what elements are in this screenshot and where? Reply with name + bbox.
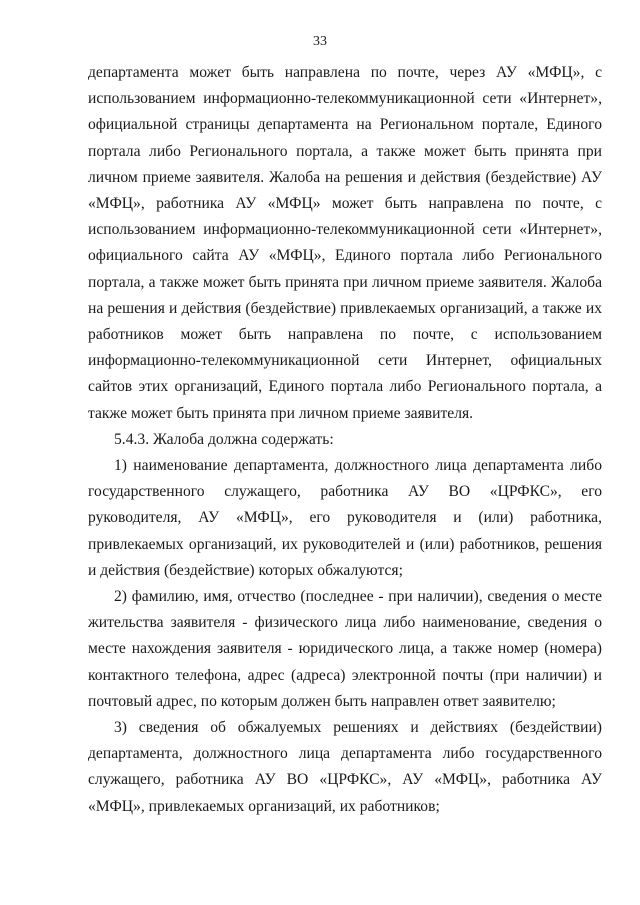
section-heading-5-4-3: 5.4.3. Жалоба должна содержать:: [114, 430, 334, 448]
page-number: 33: [313, 34, 327, 49]
list-item-1: 1) наименование департамента, должностного лица департамента либо государственного служащего, работника АУ ВО «ЦРФКС», его руководителя, АУ «МФЦ», его руководителя и (или) работника, привлекаемых организаций, их руководителей и (или) работников, решения и действия (бездействие) которых обжалуются;: [88, 457, 602, 579]
paragraph-continuation: департамента может быть направлена по почте, через АУ «МФЦ», с использованием информационно-телекоммуникационной сети «Интернет», официальной страницы департамента на Региональном портале, Единого портала либо Регионального портала, а также может быть принята при личном приеме заявителя. Жалоба на решения и действия (бездействие) АУ «МФЦ», работника АУ «МФЦ» может быть направлена по почте, с использованием информационно-телекоммуникационной сети «Интернет», официального сайта АУ «МФЦ», Единого портала либо Регионального портала, а также может быть принята при личном приеме заявителя. Жалоба на решения и действия (бездействие) привлекаемых организаций, а также их работников может быть направлена по почте, с использованием информационно-телекоммуникационной сети Интернет, официальных сайтов этих организаций, Единого портала либо Регионального портала, а также может быть принята при личном приеме заявителя.: [88, 64, 602, 422]
list-item-3: 3) сведения об обжалуемых решениях и действиях (бездействии) департамента, должностного лица департамента либо государственного служащего, работника АУ ВО «ЦРФКС», АУ «МФЦ», работника АУ «МФЦ», привлекаемых организаций, их работников;: [88, 719, 602, 815]
document-body: [88, 60, 602, 820]
list-item-2: 2) фамилию, имя, отчество (последнее - при наличии), сведения о месте жительства заявителя - физического лица либо наименование, сведения о месте нахождения заявителя - юридического лица, а также номер (номера) контактного телефона, адрес (адреса) электронной почты (при наличии) и почтовый адрес, по которым должен быть направлен ответ заявителю;: [88, 588, 602, 710]
